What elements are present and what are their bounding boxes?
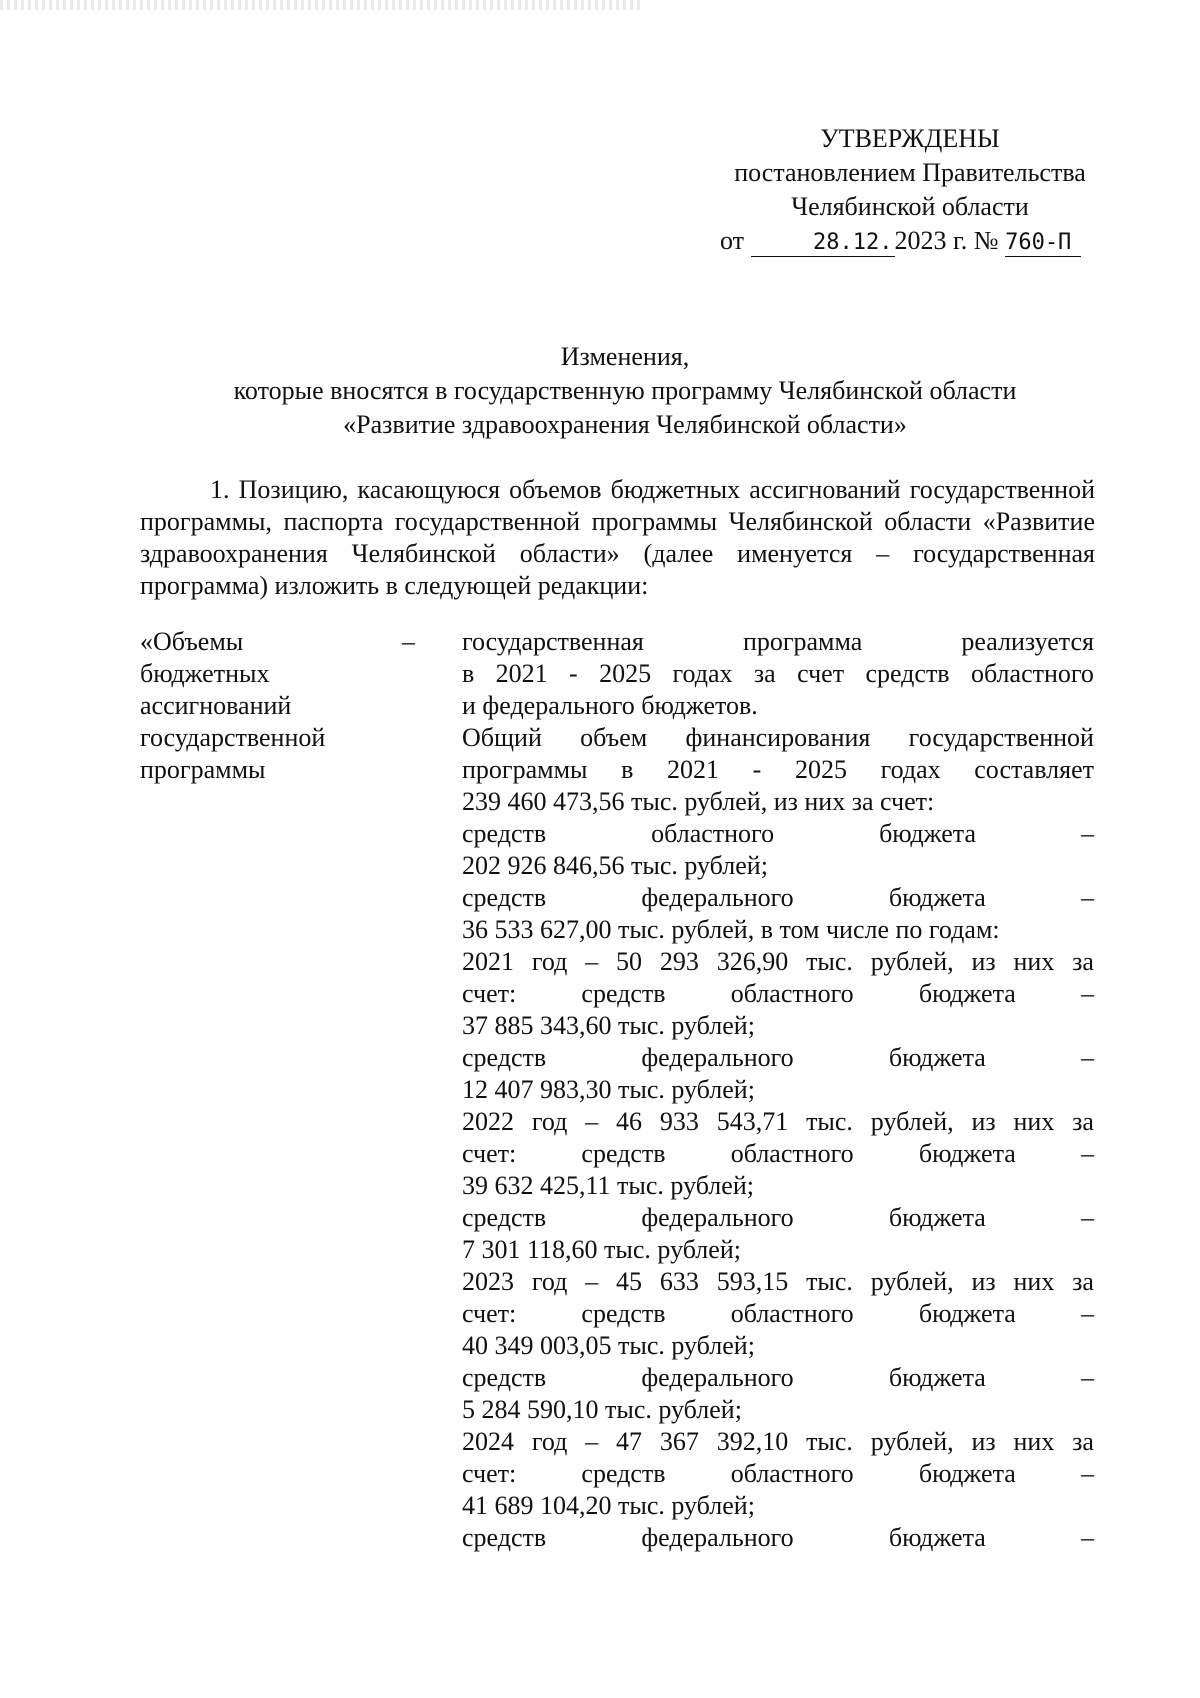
passport-word: за xyxy=(1072,947,1094,976)
passport-word: средств xyxy=(462,1523,547,1552)
passport-word: – xyxy=(1080,1363,1094,1392)
passport-line xyxy=(462,978,1094,1010)
passport-word: бюджета xyxy=(888,1363,986,1392)
passport-word: 367 xyxy=(659,1427,699,1456)
passport-word: 45 xyxy=(616,1267,643,1296)
passport-line xyxy=(462,1522,1094,1554)
passport-word: областного xyxy=(970,659,1094,688)
passport-word: объем xyxy=(580,723,648,752)
approval-line-1: постановлением Правительства xyxy=(734,158,1086,187)
label-line: государственной xyxy=(140,723,326,752)
approval-year: 2023 г. № xyxy=(894,226,999,255)
passport-word: - xyxy=(752,755,762,784)
passport-word: государственной xyxy=(908,723,1094,752)
passport-word: за xyxy=(1072,1107,1094,1136)
passport-word: 47 xyxy=(616,1427,643,1456)
passport-line: 41 689 104,20 тыс. рублей; xyxy=(462,1491,755,1520)
passport-word: 633 xyxy=(659,1267,699,1296)
passport-word: средств xyxy=(581,1459,666,1488)
paragraph-1: 1. Позицию, касающуюся объемов бюджетных ассигнований государственной программы, паспорта государственной программы Челябинской области «Развитие здравоохранения Челябинской области» (далее именуется – государственная программа) изложить в следующей редакции: xyxy=(140,475,1095,600)
passport-word: – xyxy=(1080,1459,1094,1488)
passport-word: 2021 xyxy=(667,755,720,784)
passport-line xyxy=(462,1266,1094,1298)
passport-word: счет: xyxy=(462,1139,517,1168)
passport-word: областного xyxy=(730,1459,854,1488)
passport-word: 2025 xyxy=(599,659,652,688)
passport-word: рублей, xyxy=(870,1107,954,1136)
passport-word: Общий xyxy=(462,723,542,752)
passport-line xyxy=(462,1106,1094,1138)
passport-word: за xyxy=(1072,1267,1094,1296)
passport-word: 2025 xyxy=(794,755,847,784)
passport-word: бюджета xyxy=(888,1203,986,1232)
passport-word: средств xyxy=(865,659,950,688)
passport-word: – xyxy=(1080,979,1094,1008)
approval-number: 760-П xyxy=(1005,230,1081,257)
passport-word: в xyxy=(621,755,634,784)
passport-word: 392,10 xyxy=(716,1427,789,1456)
passport-word: 2021 xyxy=(495,659,548,688)
passport-word: 2023 xyxy=(462,1267,514,1296)
passport-word: средств xyxy=(462,1363,547,1392)
label-line: бюджетных xyxy=(140,659,270,688)
passport-word: из xyxy=(971,1107,996,1136)
passport-word: средств xyxy=(462,1043,547,1072)
passport-word: бюджета xyxy=(918,1299,1016,1328)
passport-word: – xyxy=(1081,819,1094,848)
passport-word: федерального xyxy=(641,883,794,912)
passport-line: 7 301 118,60 тыс. рублей; xyxy=(462,1235,741,1264)
passport-line: 12 407 983,30 тыс. рублей; xyxy=(462,1075,755,1104)
passport-word: – xyxy=(1080,1523,1094,1552)
passport-word: - xyxy=(569,659,578,688)
passport-word: тыс. xyxy=(806,1427,853,1456)
passport-word: за xyxy=(1072,1427,1094,1456)
passport-word: федерального xyxy=(641,1203,794,1232)
passport-word: бюджета xyxy=(918,1139,1016,1168)
passport-value xyxy=(462,626,1094,1554)
passport-word: из xyxy=(971,947,996,976)
passport-word: федерального xyxy=(641,1043,794,1072)
passport-word: год xyxy=(531,1267,568,1296)
passport-word: годах xyxy=(880,755,941,784)
passport-word: 293 xyxy=(659,947,699,976)
passport-line xyxy=(462,818,1094,850)
passport-word: средств xyxy=(581,1139,666,1168)
passport-word: годах xyxy=(672,659,733,688)
passport-line xyxy=(462,722,1094,754)
passport-line xyxy=(462,1202,1094,1234)
passport-line xyxy=(462,626,1094,658)
passport-word: федерального xyxy=(641,1363,794,1392)
passport-line: 239 460 473,56 тыс. рублей, из них за счет: xyxy=(462,787,935,816)
passport-line: 40 349 003,05 тыс. рублей; xyxy=(462,1331,755,1360)
passport-word: бюджета xyxy=(888,1043,986,1072)
passport-word: них xyxy=(1013,1427,1055,1456)
title-line-3: «Развитие здравоохранения Челябинской области» xyxy=(343,410,907,439)
passport-line xyxy=(462,1362,1094,1394)
passport-word: за xyxy=(753,659,776,688)
passport-word: – xyxy=(1080,1299,1094,1328)
passport-line xyxy=(462,946,1094,978)
passport-word: 543,71 xyxy=(716,1107,789,1136)
passport-word: тыс. xyxy=(806,1107,853,1136)
label-line: ассигнований xyxy=(140,691,292,720)
passport-word: 2024 xyxy=(462,1427,514,1456)
passport-word: счет: xyxy=(462,979,517,1008)
passport-line: 202 926 846,56 тыс. рублей; xyxy=(462,851,768,880)
passport-word: областного xyxy=(730,1299,854,1328)
passport-word: счет xyxy=(797,659,845,688)
passport-word: рублей, xyxy=(870,947,954,976)
passport-word: средств xyxy=(462,1203,547,1232)
passport-line: и федерального бюджетов. xyxy=(462,691,758,720)
passport-word: – xyxy=(1080,883,1094,912)
passport-word: 933 xyxy=(659,1107,699,1136)
passport-line xyxy=(462,658,1094,690)
approval-line-2: Челябинской области xyxy=(791,192,1029,221)
passport-word: них xyxy=(1013,1267,1055,1296)
passport-word: средств xyxy=(581,1299,666,1328)
label-line: программы xyxy=(140,755,266,784)
passport-word: реализуется xyxy=(961,627,1094,656)
passport-line: 39 632 425,11 тыс. рублей; xyxy=(462,1171,754,1200)
passport-word: 2022 xyxy=(462,1107,514,1136)
passport-word: бюджета xyxy=(918,1459,1016,1488)
passport-word: 2021 xyxy=(462,947,514,976)
approval-heading: УТВЕРЖДЕНЫ xyxy=(820,124,1000,153)
passport-word: них xyxy=(1013,947,1055,976)
passport-word: 593,15 xyxy=(716,1267,789,1296)
approval-from: от xyxy=(720,226,745,255)
passport-word: – xyxy=(585,1427,599,1456)
passport-word: средств xyxy=(581,979,666,1008)
passport-word: – xyxy=(585,1107,599,1136)
title-line-1: Изменения, xyxy=(560,342,690,371)
passport-word: год xyxy=(531,947,568,976)
passport-word: бюджета xyxy=(888,1523,986,1552)
passport-word: из xyxy=(971,1427,996,1456)
passport-word: государственная xyxy=(462,627,644,656)
passport-word: год xyxy=(531,1427,568,1456)
passport-word: бюджета xyxy=(888,883,986,912)
passport-word: программа xyxy=(742,627,863,656)
approval-date: 28.12. xyxy=(751,230,895,257)
approval-date-line xyxy=(700,224,1120,258)
passport-word: областного xyxy=(651,819,775,848)
passport-word: федерального xyxy=(641,1523,794,1552)
passport-line xyxy=(462,1458,1094,1490)
passport-dash: – xyxy=(402,627,415,656)
passport-word: рублей, xyxy=(870,1267,954,1296)
passport-line: 36 533 627,00 тыс. рублей, в том числе по годам: xyxy=(462,915,1000,944)
passport-word: тыс. xyxy=(806,1267,853,1296)
passport-word: 46 xyxy=(616,1107,643,1136)
passport-word: программы xyxy=(462,755,588,784)
passport-word: 50 xyxy=(616,947,643,976)
label-line: «Объемы xyxy=(140,627,244,656)
passport-word: – xyxy=(1080,1139,1094,1168)
passport-word: рублей, xyxy=(870,1427,954,1456)
passport-word: них xyxy=(1013,1107,1055,1136)
document-title xyxy=(140,340,1110,442)
passport-line xyxy=(462,1298,1094,1330)
passport-word: год xyxy=(531,1107,568,1136)
passport-word: бюджета xyxy=(879,819,977,848)
passport-word: областного xyxy=(730,979,854,1008)
title-line-2: которые вносятся в государственную программу Челябинской области xyxy=(233,376,1017,405)
passport-word: средств xyxy=(462,819,547,848)
passport-word: в xyxy=(462,659,475,688)
passport-line: 5 284 590,10 тыс. рублей; xyxy=(462,1395,742,1424)
passport-word: счет: xyxy=(462,1459,517,1488)
passport-line xyxy=(462,1042,1094,1074)
passport-word: тыс. xyxy=(806,947,853,976)
passport-line: 37 885 343,60 тыс. рублей; xyxy=(462,1011,755,1040)
passport-label xyxy=(140,626,410,786)
passport-word: – xyxy=(1080,1043,1094,1072)
passport-word: из xyxy=(971,1267,996,1296)
passport-word: финансирования xyxy=(685,723,871,752)
passport-line xyxy=(462,754,1094,786)
passport-word: областного xyxy=(730,1139,854,1168)
passport-word: составляет xyxy=(974,755,1094,784)
passport-word: средств xyxy=(462,883,547,912)
approval-stamp xyxy=(700,122,1120,258)
scan-artifact xyxy=(0,0,640,10)
passport-word: 326,90 xyxy=(716,947,789,976)
passport-line xyxy=(462,882,1094,914)
passport-word: бюджета xyxy=(918,979,1016,1008)
passport-word: счет: xyxy=(462,1299,517,1328)
passport-word: – xyxy=(585,947,599,976)
passport-word: – xyxy=(585,1267,599,1296)
passport-word: – xyxy=(1080,1203,1094,1232)
passport-line xyxy=(462,1138,1094,1170)
passport-line xyxy=(462,1426,1094,1458)
